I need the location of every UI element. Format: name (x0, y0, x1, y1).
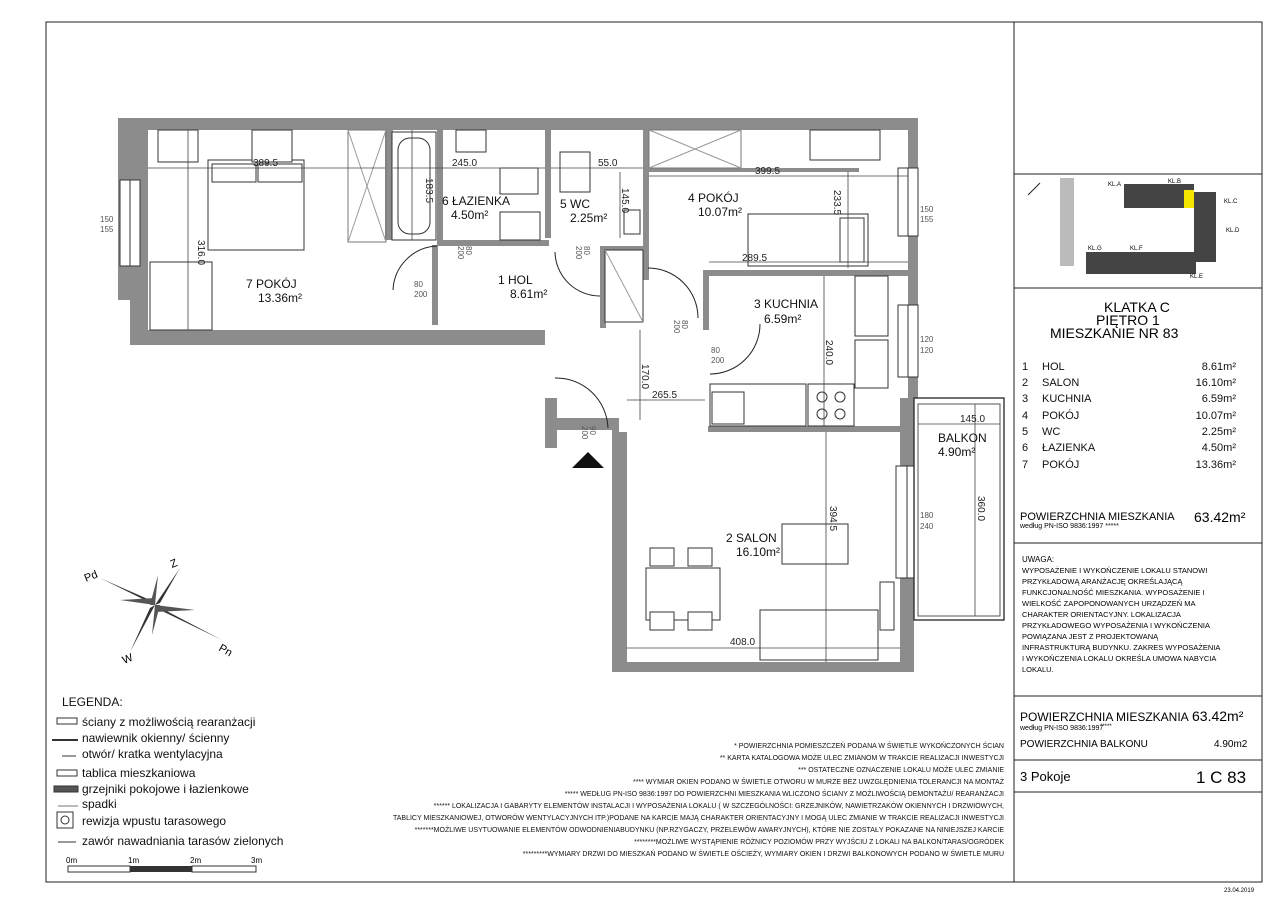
drawing-date: 23.04.2019 (1224, 888, 1255, 894)
legend-swatch (57, 718, 77, 724)
scale-label: 2m (190, 856, 202, 865)
room-name: SALON (1042, 377, 1080, 389)
footnote: *** OSTATECZNE OZNACZENIE LOKALU MOŻE ULEC ZMIANIE (798, 767, 1004, 774)
remark-line: WYPOSAŻENIE I WYKOŃCZENIE LOKALU STANOWI (1022, 566, 1208, 575)
opening-label: 155 (100, 225, 114, 234)
opening-label: 120 (920, 346, 934, 355)
dim-label: 399.5 (755, 166, 781, 177)
opening-label: 200 (580, 426, 589, 440)
compass-rose (83, 557, 235, 667)
sink (712, 392, 744, 424)
room-name: POKÓJ (1042, 459, 1080, 471)
remark-line: LOKALU. (1022, 665, 1054, 674)
room-no: 3 (1022, 393, 1029, 405)
footnote: * POWIERZCHNIA POMIESZCZEŃ PODANA W ŚWIETLE WYKOŃCZONYCH ŚCIAN (734, 743, 1004, 750)
room-name: WC (1042, 426, 1061, 438)
room-area-2: 16.10m² (736, 545, 781, 559)
room-no: 2 (1022, 377, 1029, 389)
dim-label: 170.0 (639, 364, 650, 390)
room-name: KUCHNIA (1042, 393, 1092, 405)
footnote: ** KARTA KATALOGOWA MOŻE ULEC ZMIANOM W TRAKCIE REALIZACJI INWESTYCJI (719, 755, 1004, 762)
unit-code: 1 C 83 (1196, 768, 1247, 787)
legend-item: spadki (82, 797, 117, 811)
compass-label: W (120, 651, 135, 667)
footer-panel (1019, 708, 1255, 894)
footnote: TABLICY MIESZKANIOWEJ, OTWORÓW WENTYLACYJNYCH ITP.)PODANE NA KARCIE MAJĄ CHARAKTER ORIENTACYJNY I MOGĄ ULEC ZMIANIE W TRAKCIE REALIZACJI INWESTYCJI (392, 815, 1004, 822)
rooms-table (1022, 361, 1236, 471)
legend-title: LEGENDA: (62, 695, 123, 709)
staircase-title: KLATKA C (1104, 299, 1170, 315)
wc-toilet (560, 152, 590, 192)
opening-label: 155 (920, 215, 934, 224)
scale-bar (66, 856, 262, 872)
room-no: 1 (1022, 361, 1029, 373)
room-area: 13.36m² (1195, 459, 1236, 471)
footnote: *******MOŻLIWE USYTUOWANIE ELEMENTÓW ODWODNIENIABUDYNKU (NP.RZYGACZY, PRZELEWÓW AWARYJNYCH), KTÓRE NIE ZOSTAŁY POKAZANE NA NINIEJSZEJ KARCIE (414, 827, 1004, 834)
opening-label: 240 (920, 522, 934, 531)
unit-header (1050, 299, 1179, 341)
key-plan (1028, 178, 1240, 280)
legend (52, 695, 283, 848)
scale-label: 0m (66, 856, 78, 865)
dim-label: 360.0 (975, 496, 986, 522)
remark (1022, 555, 1220, 674)
room-area-5: 2.25m² (570, 211, 608, 225)
dim-label: 145.0 (960, 414, 986, 425)
opening-label: 80 (680, 320, 689, 329)
footnote: ***** WEDŁUG PN-ISO 9836:1997 DO POWIERZCHNI MIESZKANIA WLICZONO ŚCIANY Z MOŻLIWOŚCIĄ DEMONTAŻU/ REARANŻACJI (564, 791, 1004, 798)
dim-label: 183.5 (423, 178, 434, 204)
remark-line: INFRASTRUKTURĄ BUDYNKU. ZAKRES WYPOSAŻENIA (1022, 643, 1221, 652)
room-label-6: 6 ŁAZIENKA (442, 194, 511, 208)
dim-label: 145.0 (619, 188, 630, 214)
dim-label: 316.0 (195, 240, 206, 266)
key-label: KL.G (1088, 246, 1102, 252)
room-area: 10.07m² (1195, 410, 1236, 422)
compass-label: Z (168, 557, 180, 571)
footer-area-norm: według PN-ISO 9836:1997 (1020, 725, 1104, 732)
key-label: KL.F (1130, 246, 1143, 252)
footer-area-label: POWIERZCHNIA MIESZKANIA (1020, 710, 1189, 724)
remark-title: UWAGA: (1022, 555, 1055, 564)
balcony-area-value: 4.90m2 (1214, 739, 1248, 750)
remark-line: FUNKCJONALNOŚĆ MIESZKANIA. WYPOSAŻENIE I (1022, 588, 1205, 597)
key-label: KL.D (1226, 228, 1240, 234)
opening-label: 200 (414, 290, 428, 299)
opening-label: 200 (711, 356, 725, 365)
area-summary (1019, 509, 1246, 530)
footnote: *********WYMIARY DRZWI DO MIESZKAŃ PODANO W ŚWIETLE OŚCIEŻY, WYMIARY OKIEN I DRZWI BALKONOWYCH PODANO W ŚWIETLE MURU (522, 851, 1004, 858)
entrance-arrow (572, 452, 604, 468)
room-area: 16.10m² (1195, 377, 1236, 389)
dim-label: 389.5 (253, 158, 279, 169)
hob (808, 384, 854, 426)
opening-label: 80 (582, 246, 591, 255)
opening-label: 200 (456, 246, 465, 260)
remark-line: POWIĄZANA JEST Z PROJEKTOWANĄ (1022, 632, 1159, 641)
compass-label: Pd (82, 568, 100, 585)
room-name: ŁAZIENKA (1042, 442, 1096, 454)
footnote: **** WYMIAR OKIEN PODANO W ŚWIETLE OTWORU W MURZE BEZ UWZGLĘDNIENIA TOLERANCJI NA MONTAŻ (632, 779, 1004, 786)
legend-item: nawiewnik okienny/ ścienny (82, 731, 230, 745)
dim-label: 265.5 (652, 390, 678, 401)
scale-label: 3m (251, 856, 263, 865)
opening-label: 90 (588, 426, 597, 435)
room-label-2: 2 SALON (726, 531, 777, 545)
area-label: POWIERZCHNIA MIESZKANIA (1020, 511, 1175, 523)
room-area: 2.25m² (1201, 426, 1236, 438)
footnote: ********MOŻLIWE WYSTĄPIENIE RÓŻNICY POZIOMÓW PRZY WYJŚCIU Z LOKALI NA BALKON/TARAS/OGRÓDEK (634, 839, 1004, 846)
room-no: 6 (1022, 442, 1029, 454)
area-norm: według PN-ISO 9836:1997 ***** (1020, 523, 1119, 530)
footer-area-norm-star: ***** (1100, 724, 1112, 730)
room-name: HOL (1042, 361, 1065, 373)
balcony-label: BALKON (938, 431, 987, 445)
dim-label: 289.5 (742, 253, 768, 264)
opening-label: 80 (414, 280, 423, 289)
room-no: 7 (1022, 459, 1029, 471)
room-area-7: 13.36m² (258, 291, 303, 305)
footnote: ****** LOKALIZACJA I GABARYTY ELEMENTÓW INSTALACJI I WYPOSAŻENIA LOKALU ( W SZCZEGÓLNOŚCI: GRZEJNIKÓW, NAWIETRZAKÓW OKIENNYCH I DRZWIOWYCH, (433, 803, 1004, 810)
key-label: KL.A (1108, 182, 1122, 188)
dim-label: 245.0 (452, 158, 478, 169)
room-label-3: 3 KUCHNIA (754, 297, 819, 311)
room-area-1: 8.61m² (510, 287, 548, 301)
key-label: KL.B (1168, 179, 1182, 185)
footnotes (393, 741, 1005, 858)
room-no: 5 (1022, 426, 1029, 438)
opening-label: 150 (920, 205, 934, 214)
legend-item: tablica mieszkaniowa (82, 766, 196, 780)
rooms-count: 3 Pokoje (1020, 769, 1071, 784)
room-label-1: 1 HOL (498, 273, 533, 287)
room-area-4: 10.07m² (698, 205, 743, 219)
area-value: 63.42m² (1194, 509, 1246, 525)
dim-label: 233.5 (831, 190, 842, 216)
compass-label: Pn (216, 642, 235, 660)
room-label-4: 4 POKÓJ (688, 191, 739, 205)
key-label: KL.C (1224, 199, 1238, 205)
footer-area-value: 63.42m² (1192, 708, 1244, 724)
room-area-3: 6.59m² (764, 312, 802, 326)
key-label: KL.E (1190, 274, 1204, 280)
sofa (760, 610, 878, 660)
remark-line: I WYKOŃCZENIA LOKALU OKREŚLA UMOWA NABYCIA (1022, 654, 1217, 663)
floor-title: PIĘTRO 1 (1096, 312, 1160, 328)
opening-label: 80 (464, 246, 473, 255)
dim-label: 408.0 (730, 637, 756, 648)
remark-line: PRZYKŁADOWEGO WYPOSAŻENIA I WYKOŃCZENIA (1022, 621, 1210, 630)
legend-item: rewizja wpustu tarasowego (82, 814, 227, 828)
remark-line: CHARAKTER ORIENTACYJNY. LOKALIZACJA (1022, 610, 1181, 619)
dim-label: 240.0 (823, 340, 834, 366)
legend-item: ściany z możliwością rearanżacji (82, 715, 256, 729)
room-area: 4.50m² (1201, 442, 1236, 454)
remark-line: PRZYKŁADOWĄ ARANŻACJĘ OKREŚLAJĄCĄ (1022, 577, 1183, 586)
dim-label: 55.0 (598, 158, 618, 169)
opening-label: 180 (920, 511, 934, 520)
scale-label: 1m (128, 856, 140, 865)
opening-label: 120 (920, 335, 934, 344)
room-label-5: 5 WC (560, 197, 590, 211)
dim-label: 394.5 (827, 506, 838, 532)
opening-label: 200 (672, 320, 681, 334)
room-area: 8.61m² (1201, 361, 1236, 373)
key-plan-highlight (1184, 190, 1194, 208)
opening-label: 80 (711, 346, 720, 355)
legend-item: grzejniki pokojowe i łazienkowe (82, 782, 249, 796)
room-name: POKÓJ (1042, 410, 1080, 422)
room-no: 4 (1022, 410, 1029, 422)
balcony-area: 4.90m² (938, 445, 976, 459)
room-label-7: 7 POKÓJ (246, 277, 297, 291)
room-area: 6.59m² (1201, 393, 1236, 405)
remark-line: WIELKOŚĆ ZAPOPONOWANYCH URZĄDZEŃ MA (1022, 599, 1196, 608)
legend-item: zawór nawadniania tarasów zielonych (82, 834, 284, 848)
opening-label: 200 (574, 246, 583, 260)
balcony-area-label: POWIERZCHNIA BALKONU (1020, 739, 1148, 750)
fridge (855, 276, 888, 336)
room-area-6: 4.50m² (451, 208, 489, 222)
legend-item: otwór/ kratka wentylacyjna (82, 747, 223, 761)
apartment-title: MIESZKANIE NR 83 (1050, 325, 1179, 341)
opening-label: 150 (100, 215, 114, 224)
